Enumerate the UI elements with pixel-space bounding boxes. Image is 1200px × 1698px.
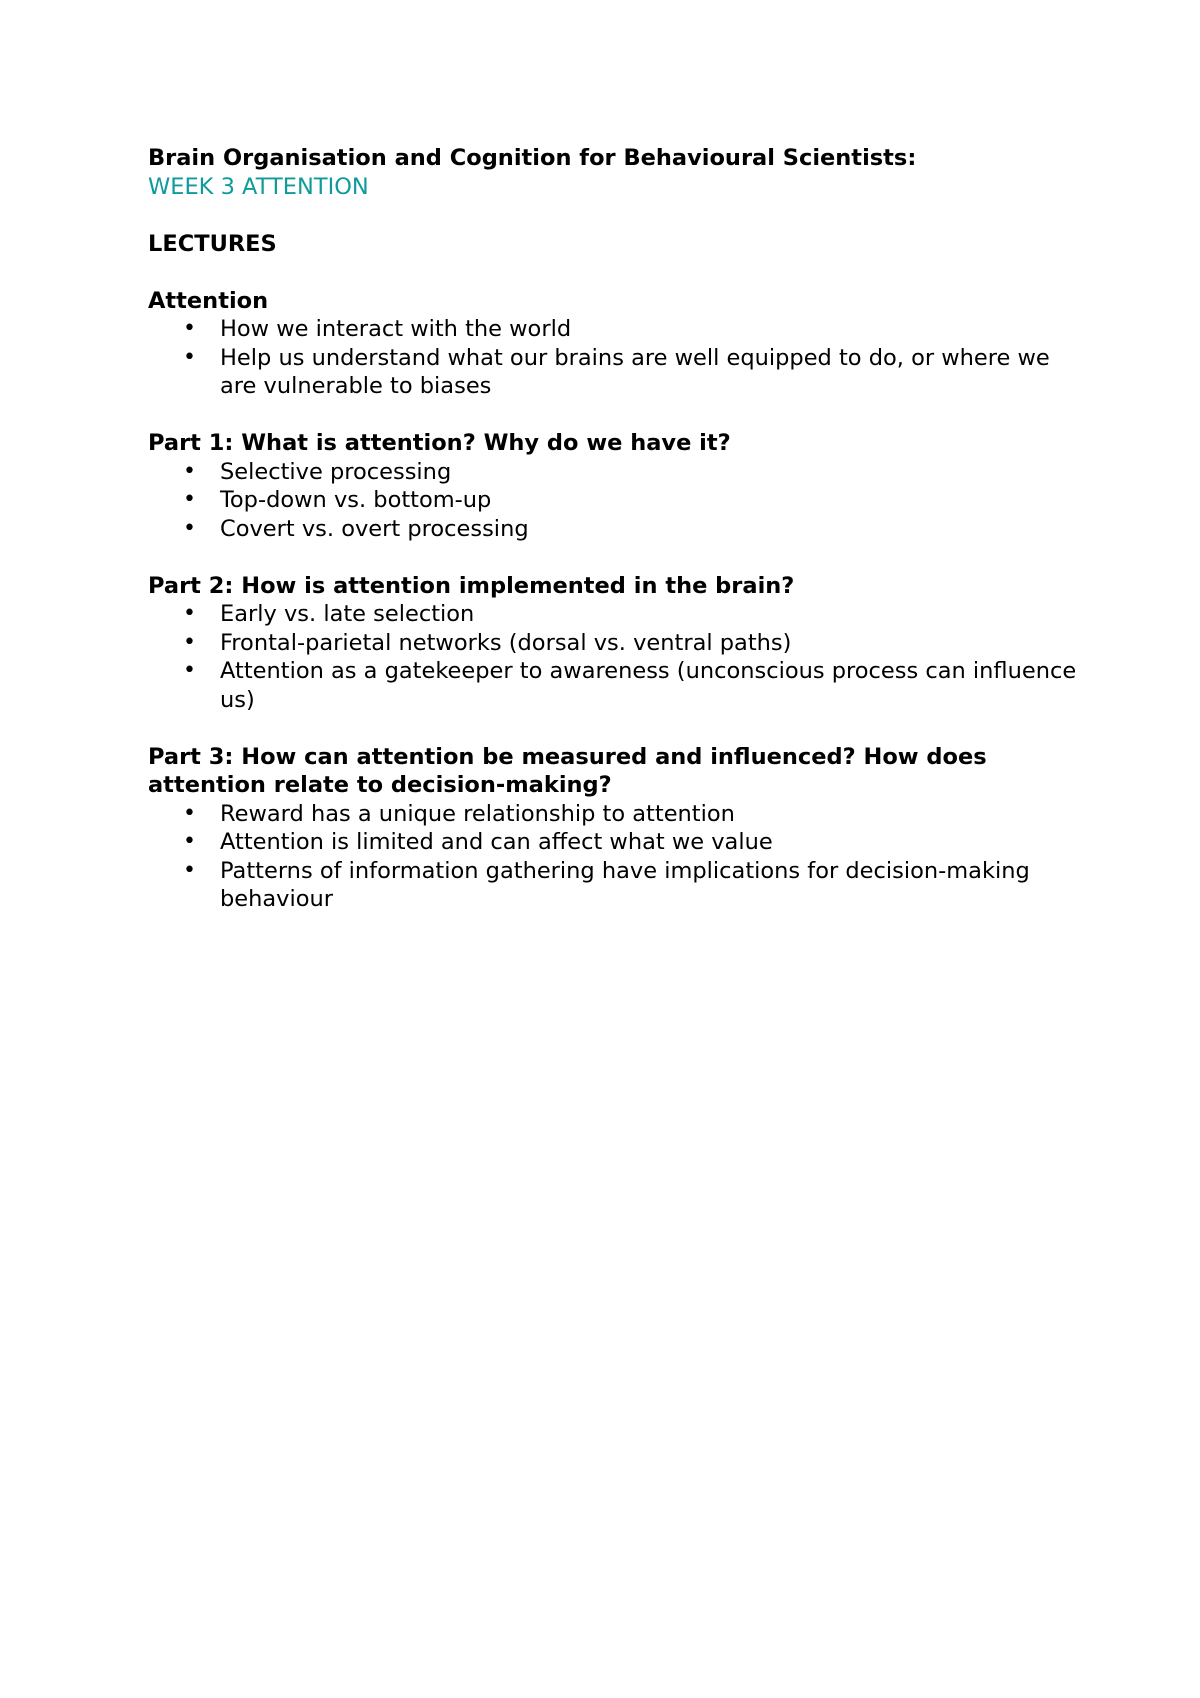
list-item-text: How we interact with the world (220, 316, 572, 342)
list-item (148, 515, 1078, 544)
spacer (148, 714, 1078, 743)
week-title: WEEK 3 ATTENTION (148, 173, 369, 200)
bullet-icon: • (183, 857, 196, 883)
list-item-text: Help us understand what our brains are well equipped to do, or where we are vulnerable to biases (220, 344, 1050, 399)
bullet-icon: • (183, 629, 196, 655)
spacer (148, 258, 1078, 287)
bullet-list (148, 800, 1078, 914)
list-item (148, 657, 1078, 714)
bullet-icon: • (183, 658, 196, 683)
bullet-icon: • (183, 458, 196, 484)
list-item (148, 315, 1078, 344)
list-item-text: Patterns of information gathering have implications for decision-making behaviour (220, 857, 1030, 912)
list-item-text: Frontal-parietal networks (dorsal vs. ventral paths) (220, 629, 792, 656)
list-item (148, 600, 1078, 629)
topic-block-part-3 (148, 743, 1078, 914)
spacer (148, 543, 1078, 572)
list-item-text: Attention as a gatekeeper to awareness (unconscious process can influence us) (220, 658, 1077, 713)
block-heading: Part 2: How is attention implemented in the brain? (148, 572, 795, 599)
topic-block-part-2 (148, 572, 1078, 715)
bullet-icon: • (183, 601, 196, 626)
list-item (148, 828, 1078, 857)
bullet-list (148, 458, 1078, 544)
bullet-icon: • (183, 487, 196, 512)
bullet-list (148, 315, 1078, 401)
bullet-icon: • (183, 344, 196, 370)
list-item (148, 458, 1078, 487)
block-heading: Part 1: What is attention? Why do we have it? (148, 430, 731, 456)
block-heading: Part 3: How can attention be measured and influenced? How does attention relate to decision-making? (148, 743, 987, 798)
list-item (148, 800, 1078, 829)
list-item (148, 857, 1078, 914)
topic-block-part-1 (148, 429, 1078, 543)
document-page (148, 144, 1078, 914)
spacer (148, 401, 1078, 430)
block-heading: Attention (148, 287, 269, 314)
list-item-text: Early vs. late selection (220, 601, 475, 627)
bullet-icon: • (183, 800, 196, 826)
bullet-icon: • (183, 829, 196, 854)
spacer (148, 201, 1078, 230)
section-label: LECTURES (148, 230, 277, 257)
document-title: Brain Organisation and Cognition for Behavioural Scientists: (148, 145, 917, 171)
list-item-text: Attention is limited and can affect what we value (220, 829, 773, 855)
list-item-text: Covert vs. overt processing (220, 515, 529, 542)
list-item (148, 486, 1078, 515)
list-item (148, 629, 1078, 658)
list-item-text: Selective processing (220, 458, 452, 485)
list-item-text: Reward has a unique relationship to attention (220, 800, 735, 827)
bullet-icon: • (183, 316, 196, 341)
topic-block-attention (148, 287, 1078, 401)
bullet-icon: • (183, 515, 196, 541)
bullet-list (148, 600, 1078, 714)
list-item (148, 344, 1078, 401)
list-item-text: Top-down vs. bottom-up (220, 487, 492, 513)
